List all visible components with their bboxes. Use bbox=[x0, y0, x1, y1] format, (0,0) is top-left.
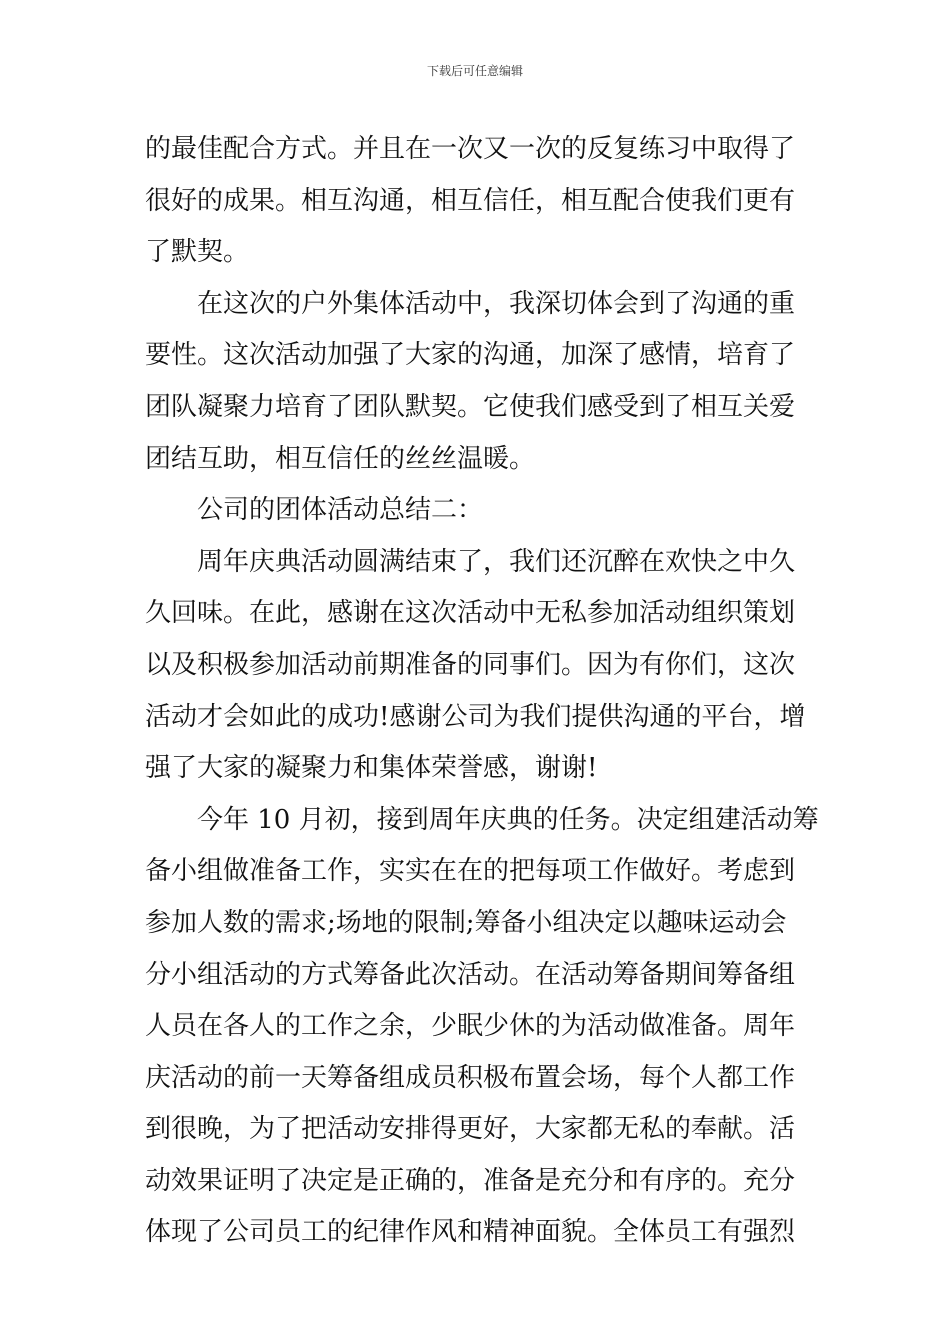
text-line: 分小组活动的方式筹备此次活动。在活动筹备期间筹备组 bbox=[145, 959, 796, 990]
text-line: 要性。这次活动加强了大家的沟通，加深了感情，培育了 bbox=[145, 340, 796, 371]
text-line: 了默契。 bbox=[145, 237, 250, 268]
body-text bbox=[145, 124, 819, 1259]
text-line: 的最佳配合方式。并且在一次又一次的反复练习中取得了 bbox=[145, 134, 796, 164]
text-line: 今年 10 月初，接到周年庆典的任务。决定组建活动筹 bbox=[197, 804, 819, 835]
text-line: 体现了公司员工的纪律作风和精神面貌。全体员工有强烈 bbox=[145, 1217, 796, 1248]
text-line: 团队凝聚力培育了团队默契。它使我们感受到了相互关爱 bbox=[145, 391, 796, 422]
text-line: 到很晚，为了把活动安排得更好，大家都无私的奉献。活 bbox=[145, 1114, 796, 1145]
section-heading: 公司的团体活动总结二： bbox=[197, 495, 484, 526]
page-header: 下载后可任意编辑 bbox=[426, 64, 523, 78]
text-line: 活动才会如此的成功!感谢公司为我们提供沟通的平台，增 bbox=[145, 701, 806, 732]
text-line: 动效果证明了决定是正确的，准备是充分和有序的。充分 bbox=[145, 1165, 796, 1196]
text-line: 人员在各人的工作之余，少眠少休的为活动做准备。周年 bbox=[145, 1011, 796, 1042]
text-line: 团结互助，相互信任的丝丝温暖。 bbox=[145, 443, 536, 474]
text-line: 以及积极参加活动前期准备的同事们。因为有你们，这次 bbox=[145, 649, 796, 680]
text-line: 周年庆典活动圆满结束了，我们还沉醉在欢快之中久 bbox=[197, 546, 796, 577]
text-line: 庆活动的前一天筹备组成员积极布置会场，每个人都工作 bbox=[145, 1062, 796, 1093]
text-line: 参加人数的需求;场地的限制;筹备小组决定以趣味运动会 bbox=[145, 907, 787, 938]
text-line: 很好的成果。相互沟通，相互信任，相互配合使我们更有 bbox=[145, 185, 796, 216]
text-line: 备小组做准备工作，实实在在的把每项工作做好。考虑到 bbox=[145, 856, 796, 887]
text-line: 强了大家的凝聚力和集体荣誉感，谢谢! bbox=[145, 753, 598, 784]
text-line: 久回味。在此，感谢在这次活动中无私参加活动组织策划 bbox=[145, 598, 796, 629]
text-line: 在这次的户外集体活动中，我深切体会到了沟通的重 bbox=[197, 288, 796, 319]
